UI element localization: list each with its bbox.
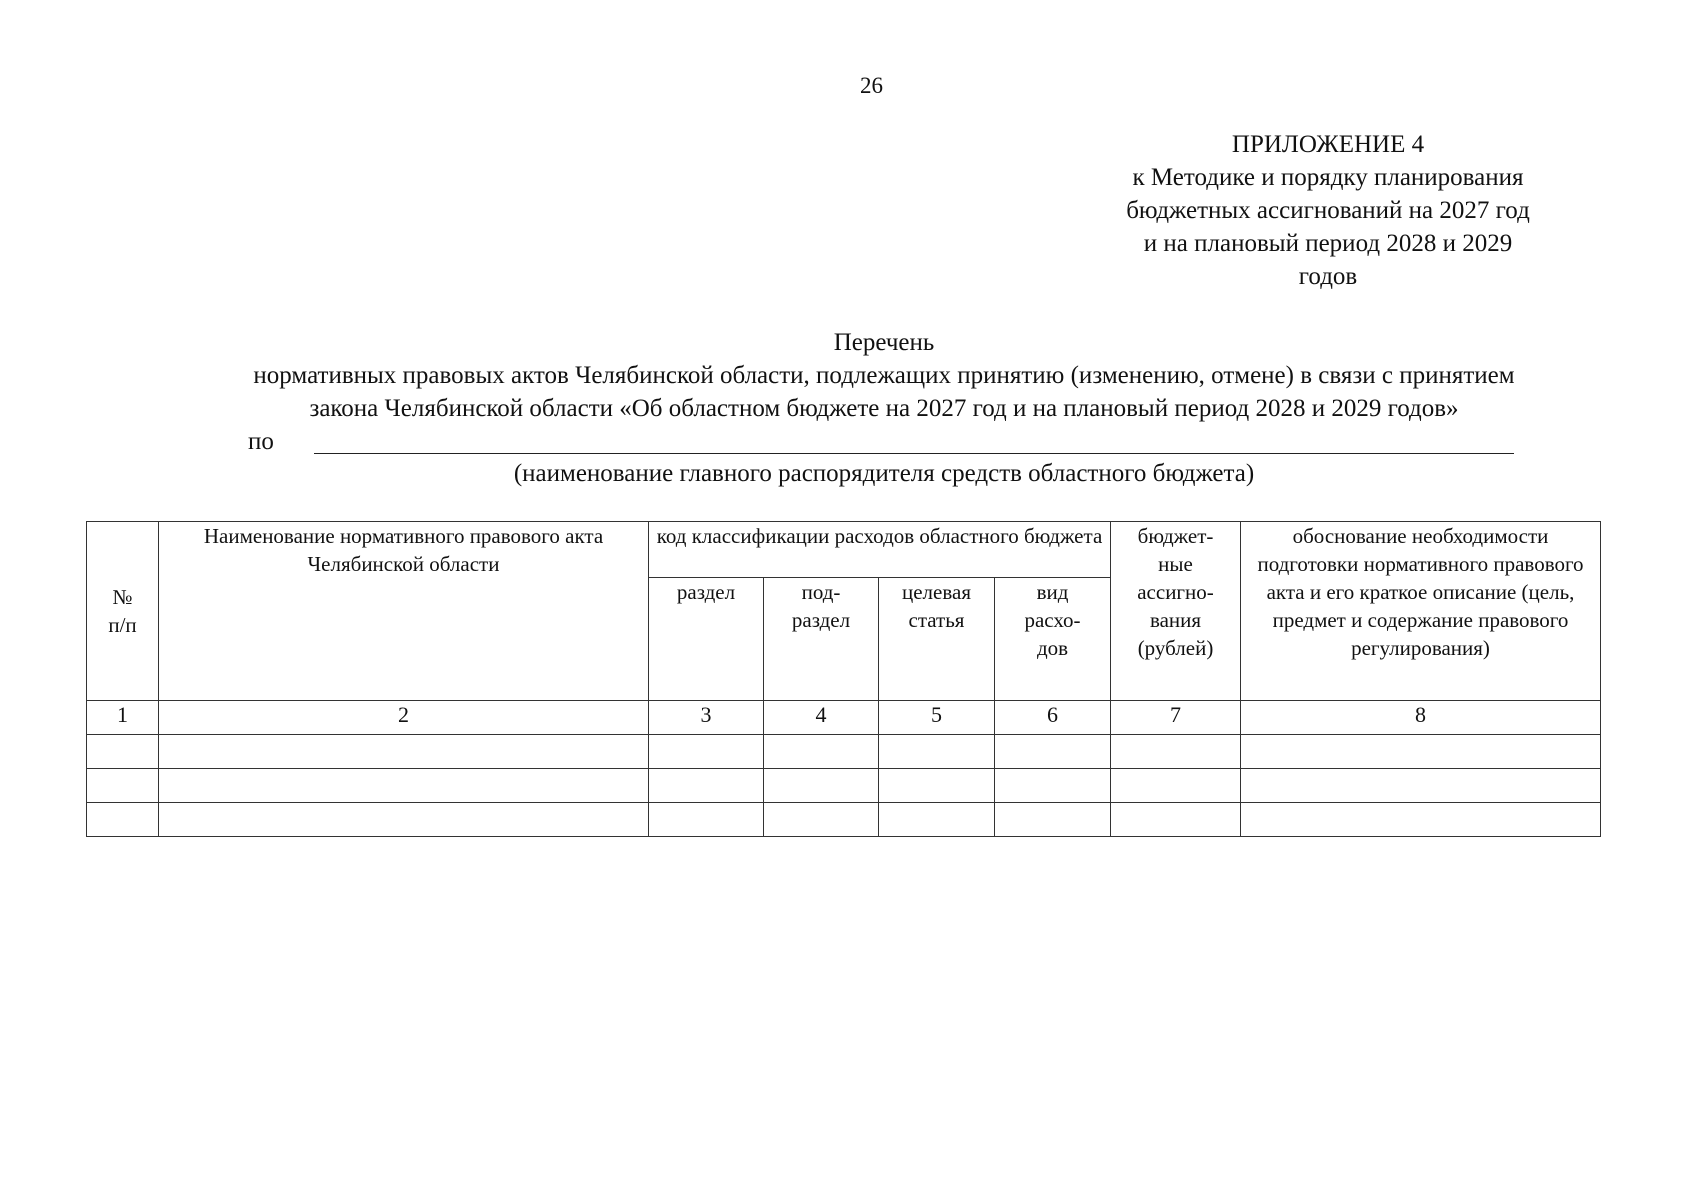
appendix-line: и на плановый период 2028 и 2029 [1143,230,1513,257]
appendix-line: ПРИЛОЖЕНИЕ 4 [1231,131,1425,158]
header-name: Наименование нормативного правового акта Челябинской области [159,522,649,701]
table-cell[interactable] [87,735,159,769]
document-title: Перечень [833,329,935,356]
header-justification: обоснование необходимости подготовки нормативного правового акта и его краткое описание (цель, предмет и содержание правового регулирования) [1241,522,1601,701]
table-cell[interactable] [159,735,649,769]
column-number: 8 [1241,701,1601,735]
table-row [87,735,1601,769]
table-cell[interactable] [87,769,159,803]
table-cell[interactable] [1111,735,1241,769]
header-target-label: целевая статья [902,580,971,632]
table-header-row [87,522,1601,578]
column-number-row [87,701,1601,735]
table-cell[interactable] [879,735,995,769]
table-cell[interactable] [649,735,764,769]
table-cell[interactable] [995,735,1111,769]
header-num-label: № п/п [108,585,137,637]
table-cell[interactable] [1241,735,1601,769]
table-row [87,769,1601,803]
table-cell[interactable] [159,803,649,837]
table-cell[interactable] [649,803,764,837]
header-allocations-label: бюджет-ные ассигно-вания (рублей) [1137,524,1214,660]
header-allocations [1111,522,1241,701]
column-number: 4 [764,701,879,735]
table-cell[interactable] [879,803,995,837]
appendix-block [1118,128,1538,293]
table-cell[interactable] [1241,803,1601,837]
header-subsection [764,578,879,701]
column-number: 3 [649,701,764,735]
column-number: 5 [879,701,995,735]
distributor-underline [314,453,1514,454]
page-number: 26 [860,73,883,98]
table-cell[interactable] [995,803,1111,837]
document-heading [120,326,1648,425]
column-number: 7 [1111,701,1241,735]
table-cell[interactable] [1241,769,1601,803]
table-cell[interactable] [1111,803,1241,837]
distributor-field [248,425,1528,459]
header-type [995,578,1111,701]
po-label: по [248,428,274,455]
appendix-line: бюджетных ассигнований на 2027 год [1126,197,1530,224]
appendix-line: к Методике и порядку планирования [1132,164,1524,191]
column-number: 2 [159,701,649,735]
table-cell[interactable] [159,769,649,803]
table-cell[interactable] [649,769,764,803]
table-cell[interactable] [764,769,879,803]
table-cell[interactable] [879,769,995,803]
header-num [87,522,159,701]
column-number: 1 [87,701,159,735]
table-cell[interactable] [1111,769,1241,803]
header-code-group: код классификации расходов областного бюджета [649,522,1111,578]
header-type-label: вид расхо-дов [1024,580,1081,660]
column-number: 6 [995,701,1111,735]
table-cell[interactable] [87,803,159,837]
header-section: раздел [649,578,764,701]
table-cell[interactable] [764,803,879,837]
table-cell[interactable] [764,735,879,769]
acts-table [86,521,1601,837]
document-subtitle-line: закона Челябинской области «Об областном бюджете на 2027 год и на плановый период 2028 и 2029 годов» [309,395,1459,422]
table-cell[interactable] [995,769,1111,803]
header-subsection-label: под-раздел [791,580,851,632]
distributor-caption: (наименование главного распорядителя средств областного бюджета) [513,460,1255,487]
table-row [87,803,1601,837]
document-subtitle-line: нормативных правовых актов Челябинской области, подлежащих принятию (изменению, отмене) в связи с принятием [253,362,1515,389]
header-target [879,578,995,701]
appendix-line: годов [1298,263,1358,290]
